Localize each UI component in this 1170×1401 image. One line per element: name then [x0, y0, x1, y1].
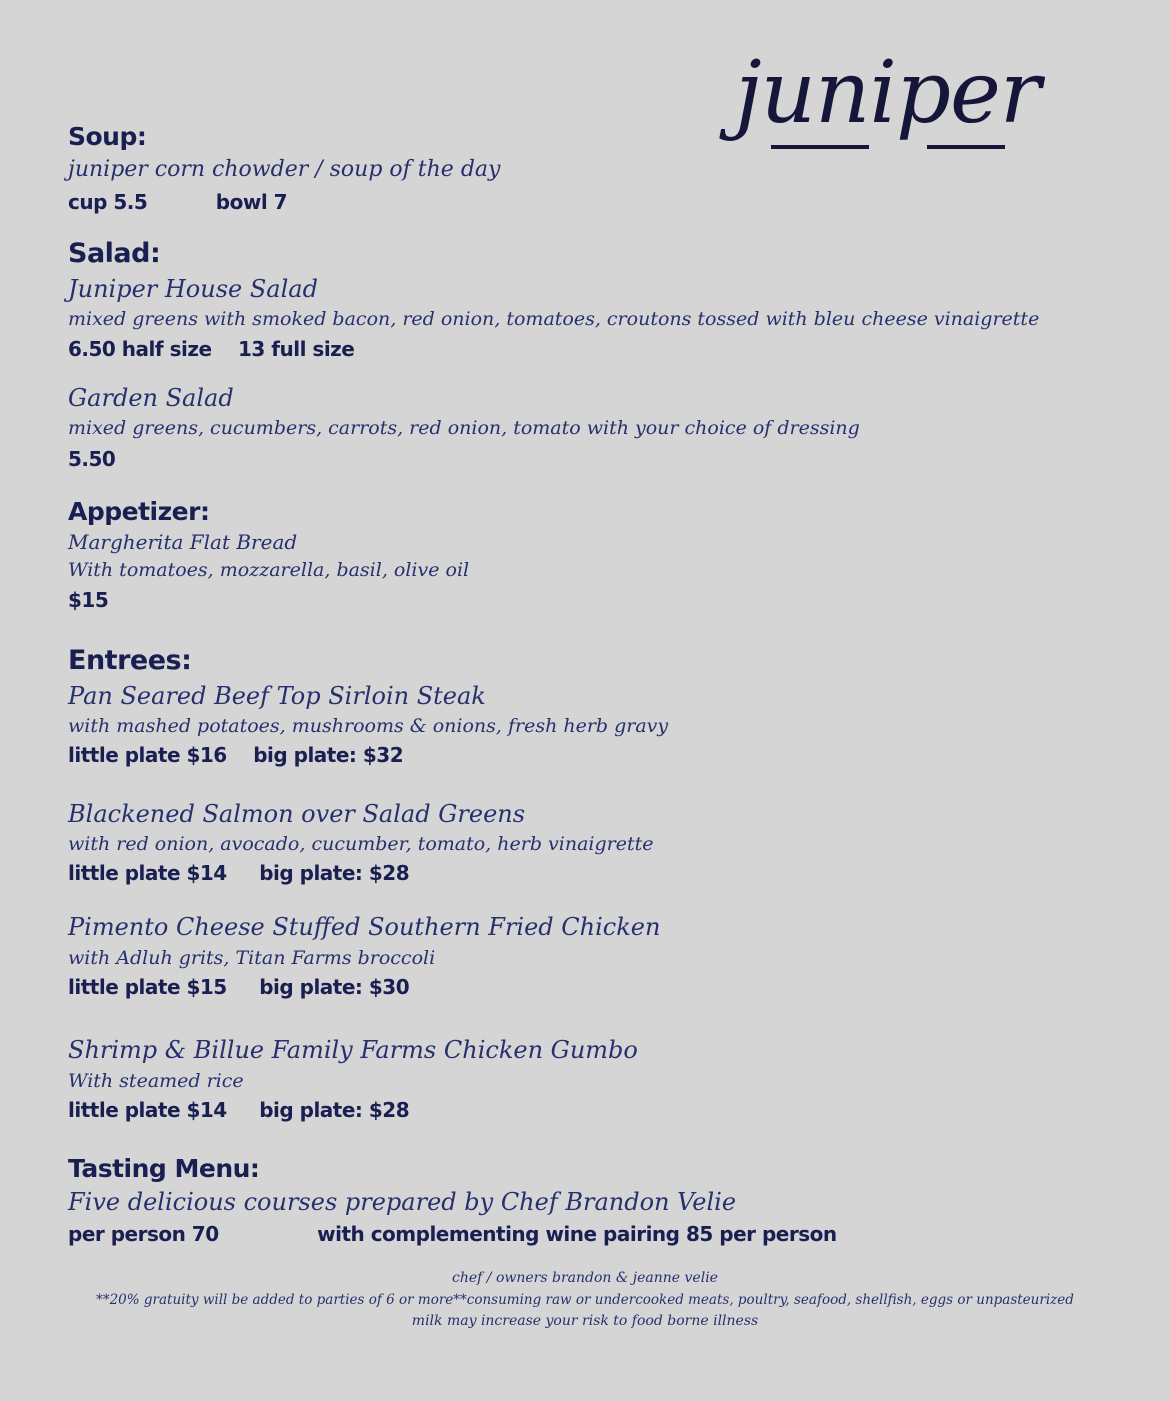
price-wine-pairing: with complementing wine pairing 85 per person [317, 1222, 837, 1246]
price-big: big plate: $28 [259, 861, 410, 885]
menu-item-name: Pimento Cheese Stuffed Southern Fried Chicken [68, 913, 661, 941]
price-full: 13 full size [238, 337, 355, 361]
price-half: 6.50 half size [68, 337, 212, 361]
menu-item-description: with red onion, avocado, cucumber, tomato, herb vinaigrette [68, 833, 654, 855]
health-notice: milk may increase your risk to food borne illness [411, 1313, 759, 1329]
section-heading-entrees: Entrees: [68, 645, 192, 676]
price-little: little plate $15 [68, 975, 227, 999]
price-big: big plate: $30 [259, 975, 410, 999]
price-little: little plate $14 [68, 1098, 227, 1122]
price-bowl: bowl 7 [215, 190, 288, 214]
logo-text: juniper [735, 43, 1041, 143]
menu-item-description: With tomatoes, mozzarella, basil, olive oil [68, 559, 470, 581]
soup-name: juniper corn chowder / soup of the day [68, 157, 501, 182]
restaurant-logo [735, 43, 1041, 160]
menu-item-description: with Adluh grits, Titan Farms broccoli [68, 947, 436, 969]
price-big: big plate: $32 [253, 743, 404, 767]
menu-item-price [68, 1222, 837, 1246]
menu-item-description: mixed greens, cucumbers, carrots, red onion, tomato with your choice of dressing [68, 417, 860, 439]
section-heading-salad: Salad: [68, 238, 161, 269]
menu-item-price [68, 861, 409, 885]
price-little: little plate $16 [68, 743, 227, 767]
menu-item-name: Pan Seared Beef Top Sirloin Steak [68, 682, 486, 710]
menu-item-price [68, 1098, 409, 1122]
menu-item-name: Blackened Salmon over Salad Greens [68, 800, 526, 828]
section-heading-soup: Soup: [68, 122, 147, 151]
price-cup: cup 5.5 [68, 190, 148, 214]
menu-item-name: Garden Salad [68, 384, 234, 412]
menu-item-price [68, 743, 403, 767]
menu-item-name: Margherita Flat Bread [68, 530, 298, 554]
soup-price [68, 190, 287, 214]
price-little: little plate $14 [68, 861, 227, 885]
logo-underline [771, 145, 869, 149]
menu-item-price [68, 337, 354, 361]
menu-item-name: Shrimp & Billue Family Farms Chicken Gumbo [68, 1036, 638, 1064]
menu-item-description: mixed greens with smoked bacon, red onion, tomatoes, croutons tossed with bleu cheese vinaigrette [68, 308, 1040, 330]
menu-item-name: Juniper House Salad [68, 275, 318, 303]
owners-line: chef / owners brandon & jeanne velie [452, 1270, 718, 1286]
gratuity-notice: **20% gratuity will be added to parties of 6 or more**consuming raw or undercooked meats, poultry, seafood, shellfish, eggs or unpasteurized [96, 1292, 1074, 1308]
menu-item-description: With steamed rice [68, 1070, 244, 1092]
section-heading-tasting-menu: Tasting Menu: [68, 1154, 260, 1183]
menu-item-description: Five delicious courses prepared by Chef Brandon Velie [68, 1188, 737, 1216]
menu-item-description: with mashed potatoes, mushrooms & onions, fresh herb gravy [68, 715, 669, 737]
menu-item-price: 5.50 [68, 447, 116, 471]
price-big: big plate: $28 [259, 1098, 410, 1122]
section-heading-appetizer: Appetizer: [68, 497, 210, 526]
logo-underline [927, 145, 1005, 149]
menu-item-price [68, 975, 409, 999]
menu-item-price: $15 [68, 588, 109, 612]
price-per-person: per person 70 [68, 1222, 219, 1246]
